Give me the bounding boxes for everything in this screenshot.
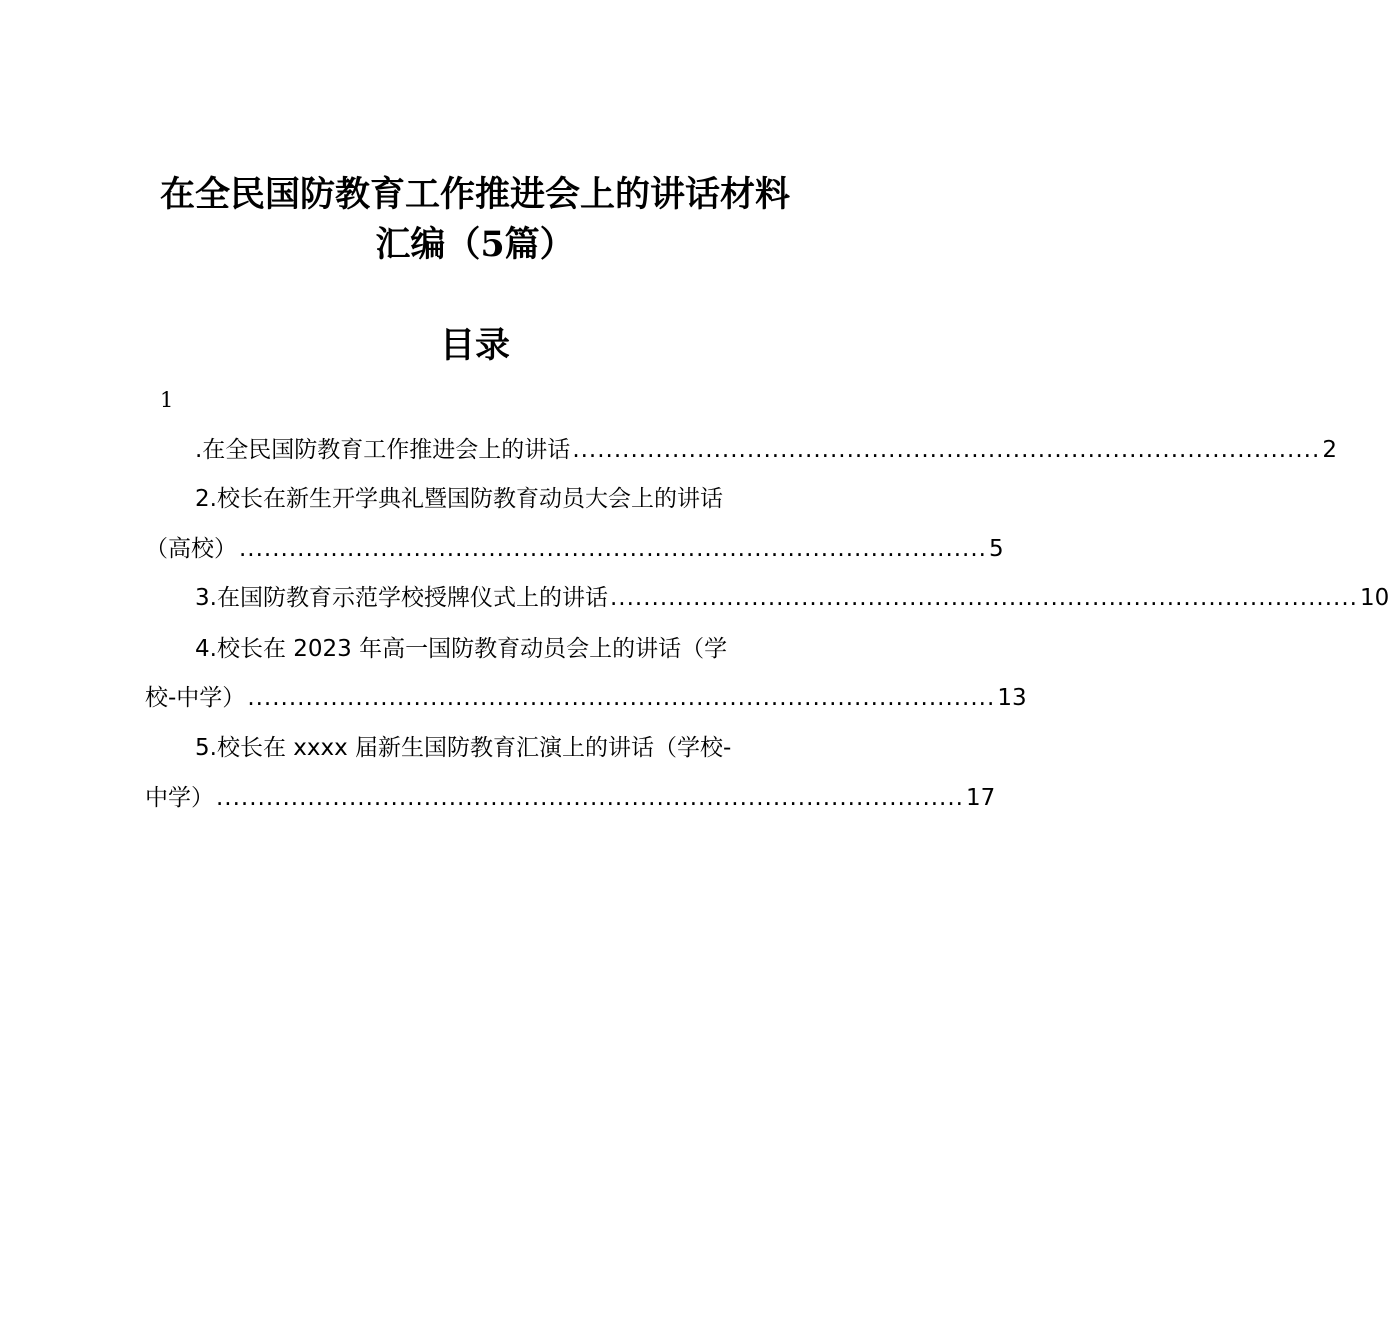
toc-entry-5-leader: ..........................................................................................	[216, 785, 964, 811]
toc-heading: 目录	[439, 325, 510, 366]
toc-entry-2-title: 2.校长在新生开学典礼暨国防教育动员大会上的讲话	[195, 486, 723, 512]
title-line-1: 在全民国防教育工作推进会上的讲话材料	[159, 174, 790, 215]
toc-entry-2-line-1[interactable]	[195, 481, 805, 517]
toc-entry-5-title: 5.校长在 xxxx 届新生国防教育汇演上的讲话（学校-	[195, 735, 732, 761]
toc-entry-4-title: 4.校长在 2023 年高一国防教育动员会上的讲话（学	[195, 636, 728, 662]
toc-entry-5-title-cont: 中学）	[145, 785, 214, 811]
toc-entry-1-leader: ..........................................................................................	[572, 437, 1321, 463]
toc-entry-4-line-2[interactable]	[145, 680, 1027, 716]
toc-entry-5-line-2[interactable]	[145, 780, 996, 816]
toc-entry-4-line-1[interactable]	[195, 631, 805, 667]
toc-entry-2-leader: ..........................................................................................	[239, 536, 987, 562]
toc-entry-4-page: 13	[997, 685, 1027, 711]
toc-entry-2-title-cont: （高校）	[145, 536, 237, 562]
toc-entry-1[interactable]	[195, 432, 1337, 468]
toc-entry-1-title: .在全民国防教育工作推进会上的讲话	[195, 437, 571, 463]
toc-entry-3-title: 3.在国防教育示范学校授牌仪式上的讲话	[195, 585, 608, 611]
toc-entry-3[interactable]	[195, 580, 1389, 616]
toc-entry-1-page: 2	[1322, 437, 1337, 463]
title-line-2: 汇编（5篇）	[375, 224, 575, 265]
stray-list-number: 1	[160, 388, 174, 412]
toc-entry-2-line-2[interactable]	[145, 531, 1004, 567]
toc-entry-5-line-1[interactable]	[195, 730, 805, 766]
toc-entry-4-title-cont: 校-中学）	[145, 685, 246, 711]
document-title	[0, 170, 950, 270]
toc-entry-2-page: 5	[989, 536, 1004, 562]
toc-entry-3-leader: ..........................................................................................	[609, 585, 1358, 611]
toc-entry-5-page: 17	[966, 785, 996, 811]
toc-entry-3-page: 10	[1359, 585, 1389, 611]
toc-entry-4-leader: ..........................................................................................	[247, 685, 996, 711]
